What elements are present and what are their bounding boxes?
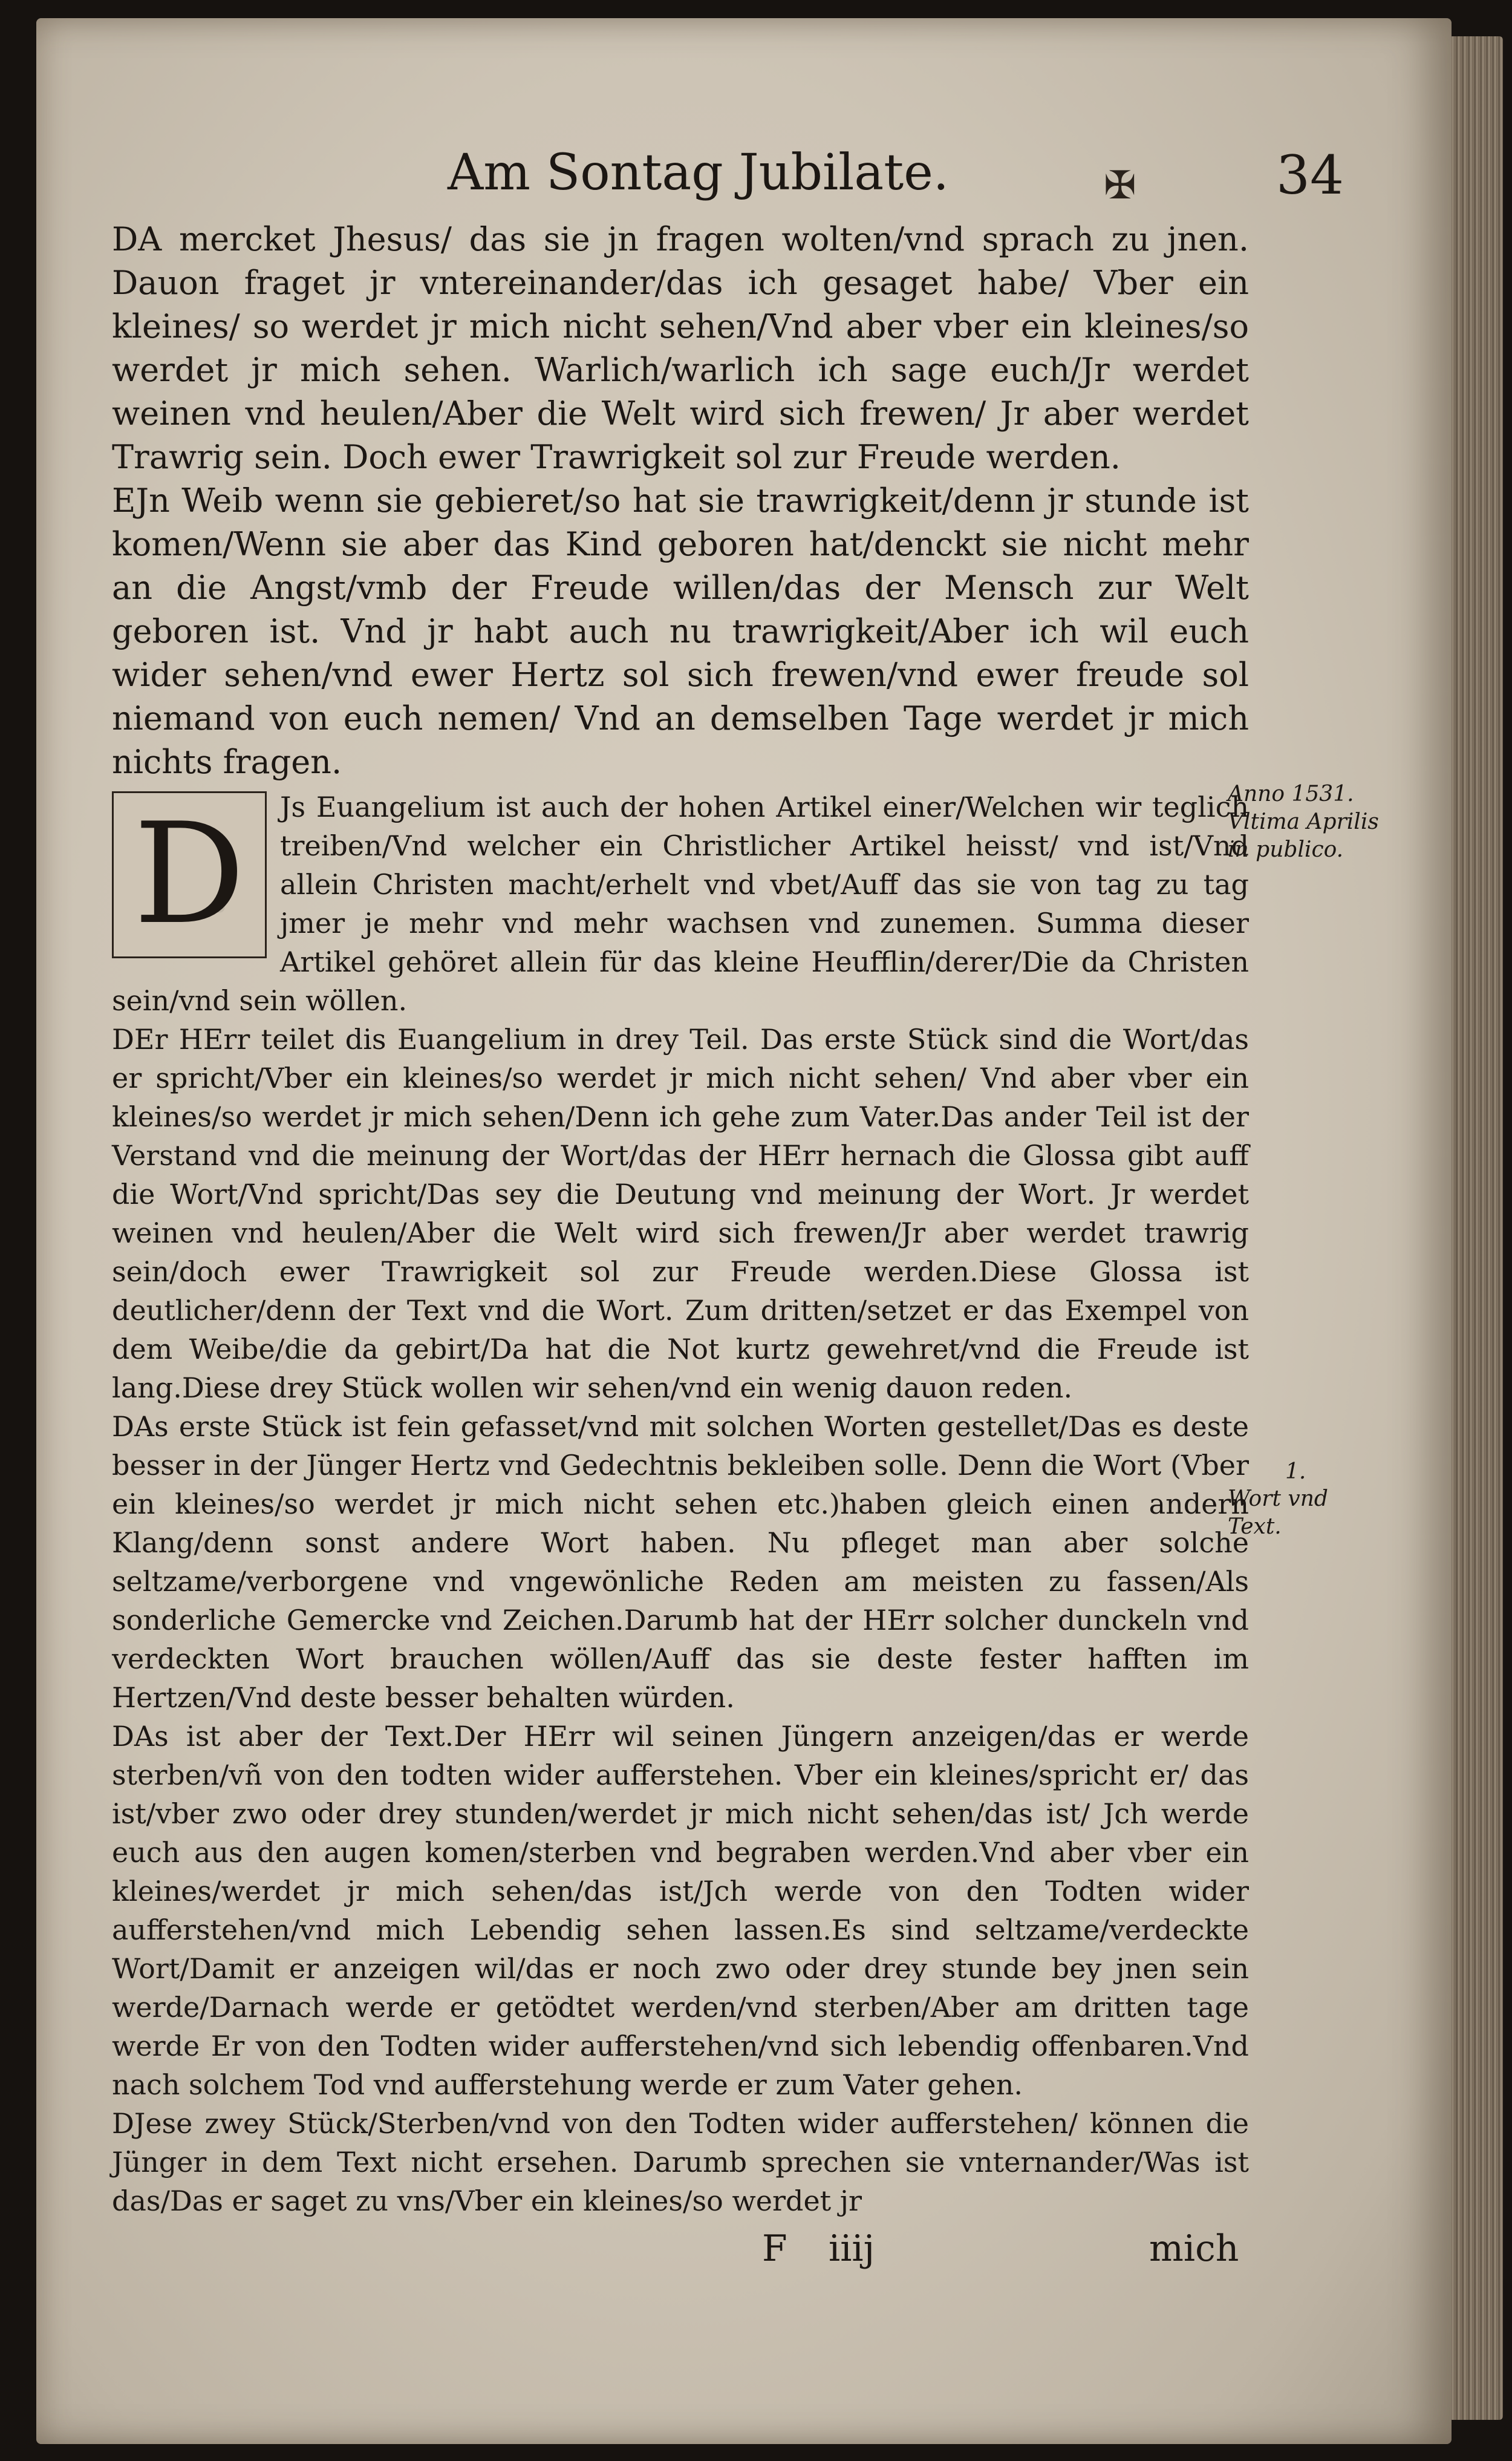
signature-mark: F (762, 2227, 787, 2270)
paragraph: DAs ist aber der Text.Der HErr wil seinen Jüngern anzeigen/das er werde sterben/vñ von den todten wider aufferstehen. Vber ein kleines/spricht er/ das ist/vber zwo oder drey stunden/werdet jr mich nicht sehen/das ist/ Jch werde euch aus den augen komen/sterben vnd begraben werden.Vnd aber vber ein kleines/werdet jr mich sehen/das ist/Jch werde von den Todten wider aufferstehen/vnd mich Lebendig sehen lassen.Es sind seltzame/verdeckte Wort/Damit er anzeigen wil/das er noch zwo oder drey stunde bey jnen sein werde/Darnach werde er getödtet werden/vnd sterben/Aber am dritten tage werde Er von den Todten wider aufferstehen/vnd sich lebendig offenbaren.Vnd nach solchem Tod vnd aufferstehung werde er zum Vater gehen. (112, 1720, 1249, 2101)
catchword: mich (1149, 2227, 1239, 2270)
paragraph: DA mercket Jhesus/ das sie jn fragen wolten/vnd sprach zu jnen. Dauon fraget jr vntereinander/das ich gesaget habe/ Vber ein kleines/ so werdet jr mich nicht sehen/Vnd aber vber ein kleines/so werdet jr mich sehen. Warlich/warlich ich sage euch/Jr werdet weinen vnd heulen/Aber die Welt wird sich frewen/ Jr aber werdet Trawrig sein. Doch ewer Trawrigkeit sol zur Freude werden. (112, 220, 1249, 476)
decorative-mark: ✠ (1104, 163, 1136, 208)
paragraph: DJese zwey Stück/Sterben/vnd von den Todten wider aufferstehen/ können die Jünger in dem Text nicht ersehen. Darumb sprechen sie vnternander/Was ist das/Das er saget zu vns/Vber ein kleines/so werdet jr (112, 2107, 1249, 2217)
paragraph: Js Euangelium ist auch der hohen Artikel einer/Welchen wir teglich treiben/Vnd welcher ein Christlicher Artikel heisst/ vnd ist/Vnd allein Christen macht/erhelt vnd vbet/Auff das sie von tag zu tag jmer je mehr vnd mehr wachsen vnd zunemen. Summa dieser Artikel gehöret allein für das kleine Heufflin/derer/Die da Christen sein/vnd sein wöllen. (112, 791, 1249, 1017)
paragraph: EJn Weib wenn sie gebieret/so hat sie trawrigkeit/denn jr stunde ist komen/Wenn sie aber das Kind geboren hat/denckt sie nicht mehr an die Angst/vmb der Freude willen/das der Mensch zur Welt geboren ist. Vnd jr habt auch nu trawrigkeit/Aber ich wil euch wider sehen/vnd ewer Hertz sol sich frewen/vnd ewer freude sol niemand von euch nemen/ Vnd an demselben Tage werdet jr mich nichts fragen. (112, 482, 1249, 781)
book-page-edges (1448, 36, 1503, 2420)
folio-number: 34 (1276, 144, 1344, 206)
page-title: Am Sontag Jubilate. (448, 144, 949, 201)
initial-paragraph (112, 788, 1249, 1020)
page-text (112, 218, 1249, 2220)
margin-note-topic: Wort vnd Text. (1228, 1486, 1328, 1539)
paragraph: DAs erste Stück ist fein gefasset/vnd mit solchen Worten gestellet/Das es deste besser in der Jünger Hertz vnd Gedechtnis bekleiben solle. Denn die Wort (Vber ein kleines/so werdet jr mich nicht sehen etc.)haben gleich einen andern Klang/denn sonst andere Wort haben. Nu pfleget man aber solche seltzame/verborgene vnd vngewönliche Reden am meisten zu fassen/Als sonderliche Gemercke vnd Zeichen.Darumb hat der HErr solcher dunckeln vnd verdeckten Wort brauchen wöllen/Auff das sie deste fester hafften im Hertzen/Vnd deste besser behalten würden. (112, 1410, 1249, 1714)
margin-note-number: 1. (1285, 1459, 1306, 1484)
decorated-initial: D (112, 791, 267, 958)
signature-number: iiij (829, 2227, 875, 2270)
paragraph: DEr HErr teilet dis Euangelium in drey Teil. Das erste Stück sind die Wort/das er spricht/Vber ein kleines/so werdet jr mich nicht sehen/ Vnd aber vber ein kleines/so werdet jr mich sehen/Denn ich gehe zum Vater.Das ander Teil ist der Verstand vnd die meinung der Wort/das der HErr hernach die Glossa gibt auff die Wort/Vnd spricht/Das sey die Deutung vnd meinung der Wort. Jr werdet weinen vnd heulen/Aber die Welt wird sich frewen/Jr aber werdet trawrig sein/doch ewer Trawrigkeit sol zur Freude werden.Diese Glossa ist deutlicher/denn der Text vnd die Wort. Zum dritten/setzet er das Exempel von dem Weibe/die da gebirt/Da hat die Not kurtz gewehret/vnd die Freude ist lang.Diese drey Stück wollen wir sehen/vnd ein wenig dauon reden. (112, 1023, 1249, 1404)
margin-note-date: Anno 1531. Vltima Aprilis in publico. (1228, 782, 1379, 862)
